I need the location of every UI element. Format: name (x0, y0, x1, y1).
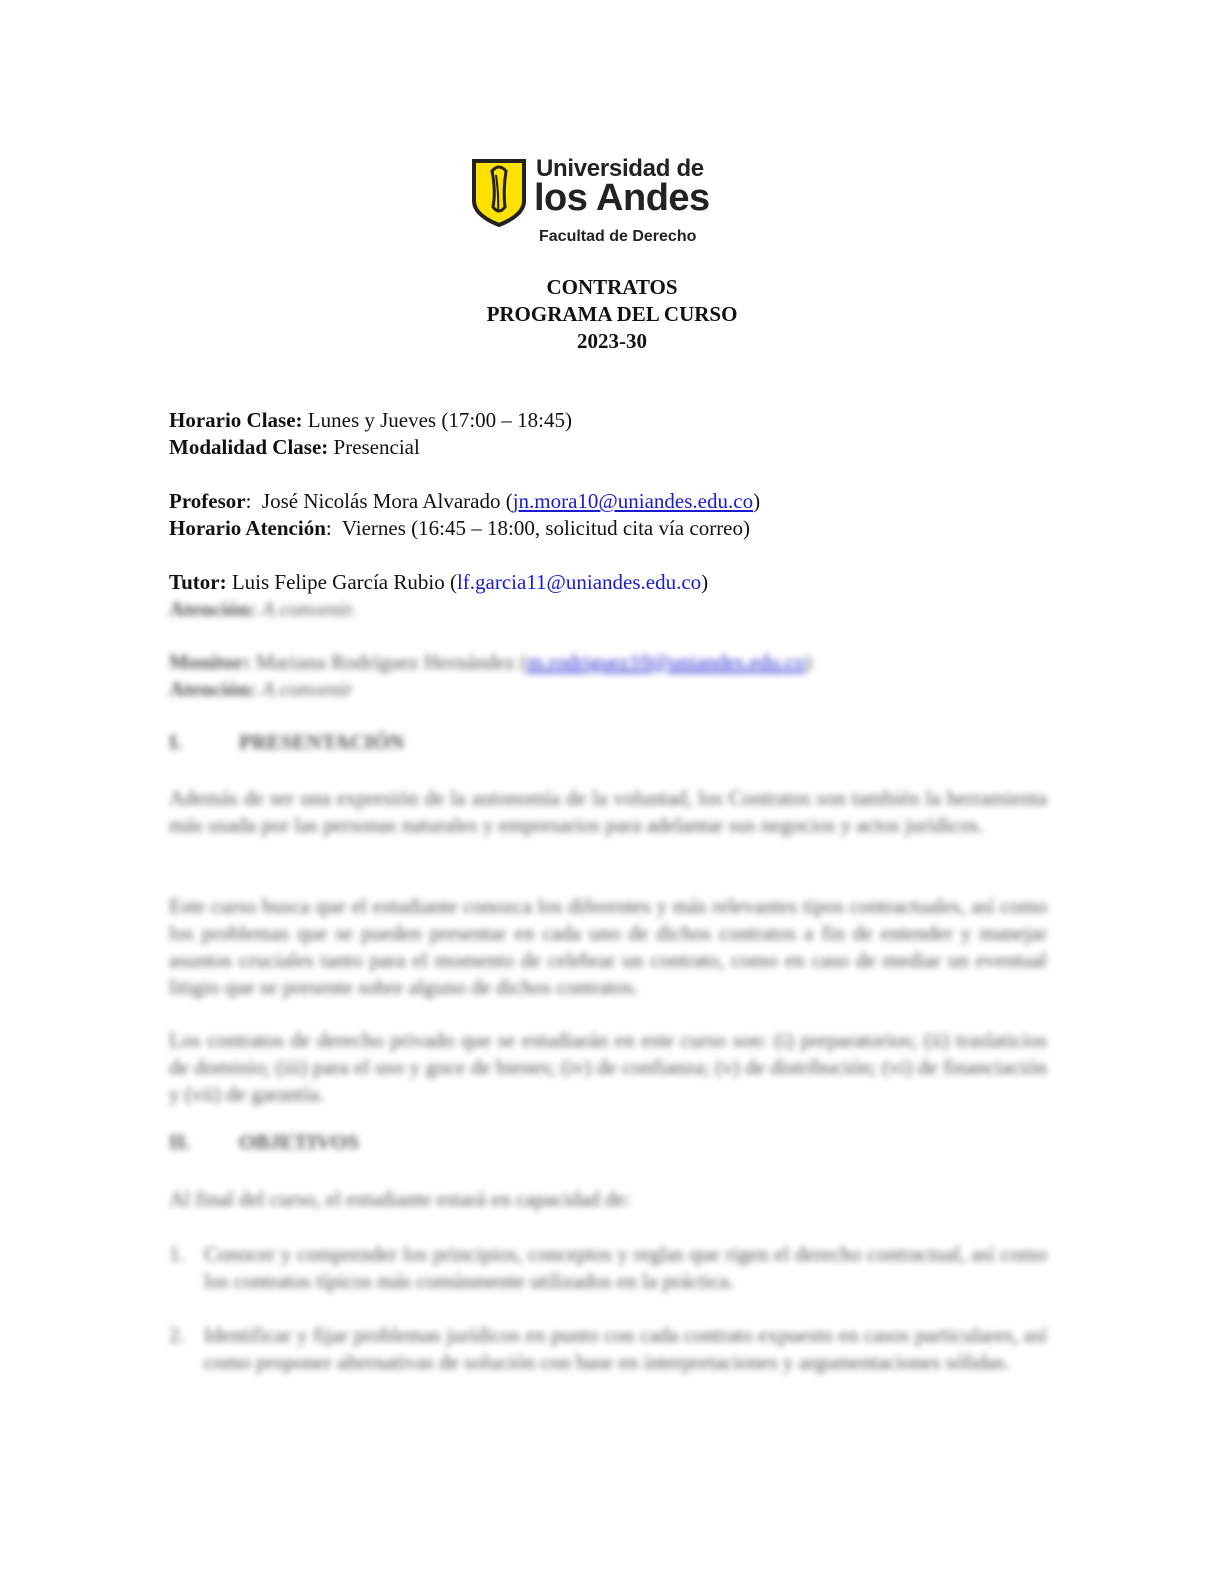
logo-line-2: los Andes (534, 177, 710, 219)
university-logo (472, 155, 712, 250)
list-item-text: Conocer y comprender los principios, conceptos y reglas que rigen el derecho contractual, así como los contratos típicos más comúnmente utilizados en la práctica. (204, 1242, 1047, 1293)
paragraph-2: Este curso busca que el estudiante conozca los diferentes y más relevantes tipos contractuales, así como los problemas que se pueden presentar en cada uno de dichos contratos a fin de entender y manejar asuntos cruciales tanto para el momento de celebrar un contrato, como en caso de mediar un eventual litigio que se presente sobre alguno de dichos contratos. (169, 894, 1047, 999)
monitor-attention-line (169, 677, 353, 702)
list-item-number: 1. (169, 1242, 185, 1266)
shield-icon (472, 157, 526, 227)
tutor-email[interactable]: lf.garcia11@uniandes.edu.co (456, 570, 702, 594)
professor-name: José Nicolás Mora Alvarado (261, 489, 501, 513)
section-number: II. (169, 1130, 191, 1154)
logo-faculty: Facultad de Derecho (539, 228, 697, 245)
monitor-label: Monitor: (169, 650, 251, 674)
list-item (169, 1241, 1047, 1295)
office-hours-value: Viernes (16:45 – 18:00, solicitud cita vía correo) (341, 516, 751, 540)
monitor-attention-value: A convenir (261, 677, 353, 701)
section-heading-objectives (169, 1130, 359, 1155)
modality-value: Presencial (333, 435, 420, 459)
objectives-intro: Al final del curso, el estudiante estará en capacidad de: (169, 1187, 631, 1211)
section-title: OBJETIVOS (239, 1130, 359, 1154)
professor-email-link[interactable]: jn.mora10@uniandes.edu.co (512, 489, 754, 513)
modality-label: Modalidad Clase: (169, 435, 329, 459)
professor-line: Profesor: José Nicolás Mora Alvarado (jn.mora10@uniandes.edu.co) (169, 489, 761, 513)
monitor-line: Monitor: Mariana Rodríguez Hernández (m.rodriguez10@uniandes.edu.co) (169, 650, 812, 674)
schedule-line (169, 408, 572, 433)
monitor-attention-label: Atención: (169, 677, 257, 701)
schedule-value: Lunes y Jueves (17:00 – 18:45) (307, 408, 573, 432)
list-item (169, 1322, 1047, 1376)
section-title: PRESENTACIÓN (239, 730, 405, 754)
course-name: CONTRATOS (546, 275, 678, 299)
academic-period: 2023-30 (577, 329, 647, 353)
office-hours-label: Horario Atención (169, 516, 326, 540)
tutor-attention-line (169, 597, 356, 622)
monitor-name: Mariana Rodríguez Hernández (255, 650, 515, 674)
office-hours-line: Horario Atención: Viernes (16:45 – 18:00, solicitud cita vía correo) (169, 516, 751, 540)
tutor-name: Luis Felipe García Rubio (231, 570, 445, 594)
paragraph-3: Los contratos de derecho privado que se estudiarán en este curso son: (i) preparatorios; (ii) traslaticios de dominio; (iii) para el uso y goce de bienes; (iv) de confianza; (v) de distribución; (vi) de financiación y (vii) de garantía. (169, 1028, 1047, 1106)
schedule-label: Horario Clase: (169, 408, 303, 432)
document-title (0, 274, 1224, 355)
tutor-attention-label: Atención: (169, 597, 257, 621)
list-item-text: Identificar y fijar problemas jurídicos en punto con cada contrato expuesto en casos particulares, así como proponer alternativas de solución con base en interpretaciones y argumentaciones sólidas. (204, 1323, 1047, 1374)
tutor-label: Tutor: (169, 570, 227, 594)
professor-label: Profesor (169, 489, 246, 513)
tutor-line: Tutor: Luis Felipe García Rubio (lf.garcia11@uniandes.edu.co) (169, 570, 709, 594)
tutor-attention-value: A convenir. (261, 597, 356, 621)
paragraph-1: Además de ser una expresión de la autonomía de la voluntad, los Contratos son también la herramienta más usada por las personas naturales y empresarios para adelantar sus negocios y actos jurídicos. (169, 786, 1047, 837)
program-subtitle: PROGRAMA DEL CURSO (486, 302, 738, 326)
monitor-email-link[interactable]: m.rodriguez10@uniandes.edu.co (527, 650, 805, 674)
section-heading-presentation (169, 730, 404, 755)
logo-line-1: Universidad de (536, 155, 704, 182)
modality-line (169, 435, 420, 460)
section-number: I. (169, 730, 183, 754)
list-item-number: 2. (169, 1323, 185, 1347)
